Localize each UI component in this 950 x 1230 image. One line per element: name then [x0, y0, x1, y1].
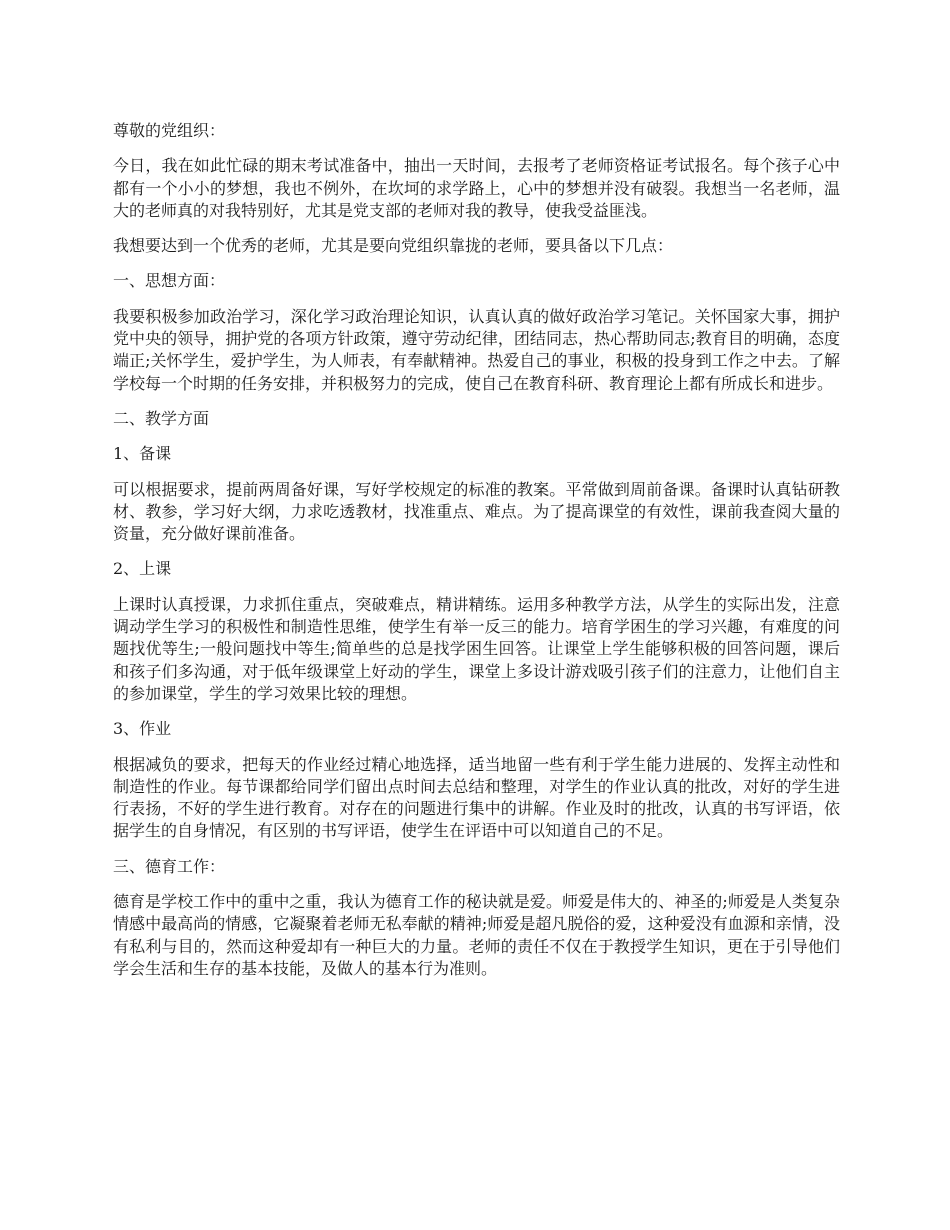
subsection-heading-homework: 3、作业 [113, 719, 172, 739]
subsection-body-class: 上课时认真授课，力求抓住重点，突破难点，精讲精练。运用多种教学方法，从学生的实际出发，注意调动学生学习的积极性和制造性思维，使学生有举一反三的能力。培育学困生的学习兴趣，有难度的问题找优等生;一般问题找中等生;简单些的总是找学困生回答。让课堂上学生能够积极的回答问题，课后和孩子们多沟通，对于低年级课堂上好动的学生，课堂上多设计游戏吸引孩子们的注意力，让他们自主的参加课堂，学生的学习效果比较的理想。 [113, 594, 840, 703]
section-heading-teaching: 二、教学方面 [113, 408, 210, 428]
subsection-heading-lesson-prep: 1、备课 [113, 444, 172, 464]
intro-paragraph: 今日，我在如此忙碌的期末考试准备中，抽出一天时间，去报考了老师资格证考试报名。每个孩子心中都有一个小小的梦想，我也不例外，在坎坷的求学路上，心中的梦想并没有破裂。我想当一名老师，温大的老师真的对我特别好，尤其是党支部的老师对我的教导，使我受益匪浅。 [113, 156, 840, 220]
salutation: 尊敬的党组织： [113, 121, 226, 140]
lead-paragraph: 我想要达到一个优秀的老师，尤其是要向党组织靠拢的老师，要具备以下几点： [113, 236, 674, 256]
section-heading-thought: 一、思想方面： [113, 271, 226, 291]
document-page [113, 120, 840, 993]
section-body-thought: 我要积极参加政治学习，深化学习政治理论知识，认真认真的做好政治学习笔记。关怀国家大事，拥护党中央的领导，拥护党的各项方针政策，遵守劳动纪律，团结同志，热心帮助同志;教育目的明确，态度端正;关怀学生，爱护学生，为人师表，有奉献精神。热爱自己的事业，积极的投身到工作之中去。了解学校每一个时期的任务安排，并积极努力的完成，使自己在教育科研、教育理论上都有所成长和进步。 [113, 306, 840, 393]
subsection-body-homework: 根据减负的要求，把每天的作业经过精心地选择，适当地留一些有利于学生能力进展的、发挥主动性和制造性的作业。每节课都给同学们留出点时间去总结和整理，对学生的作业认真的批改，对好的学生进行表扬，不好的学生进行教育。对存在的问题进行集中的讲解。作业及时的批改，认真的书写评语，依据学生的自身情况，有区别的书写评语，使学生在评语中可以知道自己的不足。 [113, 754, 840, 841]
subsection-heading-class: 2、上课 [113, 559, 172, 579]
section-heading-moral: 三、德育工作： [113, 856, 226, 876]
subsection-body-lesson-prep: 可以根据要求，提前两周备好课，写好学校规定的标准的教案。平常做到周前备课。备课时认真钻研教材、教参，学习好大纲，力求吃透教材，找准重点、难点。为了提高课堂的有效性，课前我查阅大量的资量，充分做好课前准备。 [113, 479, 840, 544]
section-body-moral: 德育是学校工作中的重中之重，我认为德育工作的秘诀就是爱。师爱是伟大的、神圣的;师爱是人类复杂情感中最高尚的情感，它凝聚着老师无私奉献的精神;师爱是超凡脱俗的爱，这种爱没有血源和亲情，没有私利与目的，然而这种爱却有一种巨大的力量。老师的责任不仅在于教授学生知识，更在于引导他们学会生活和生存的基本技能，及做人的基本行为准则。 [113, 892, 840, 978]
